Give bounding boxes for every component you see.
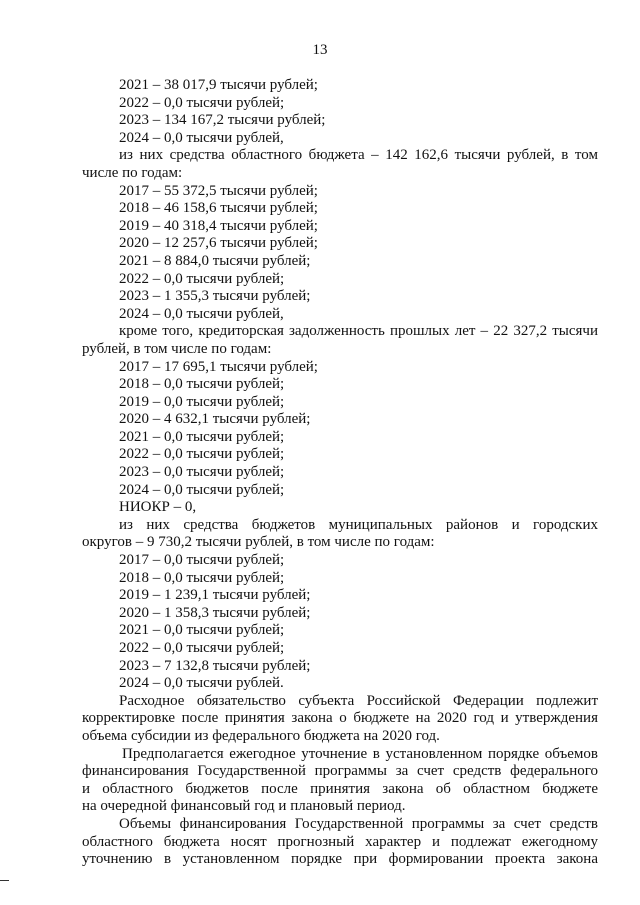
text-line: 2017 – 17 695,1 тысячи рублей;	[119, 358, 318, 375]
text-line: из них средства областного бюджета – 142 162,6 тысячи рублей, в том	[119, 147, 598, 164]
text-line: областного бюджета носят прогнозный характер и подлежат ежегодному	[82, 833, 598, 850]
page-number: 13	[312, 42, 328, 58]
text-line: числе по годам:	[82, 164, 183, 181]
text-line: 2022 – 0,0 тысячи рублей;	[119, 640, 285, 656]
text-line: 2024 – 0,0 тысячи рублей.	[119, 675, 284, 692]
text-line: 2022 – 0,0 тысячи рублей;	[119, 270, 285, 287]
text-line: рублей, в том числе по годам:	[82, 340, 272, 357]
text-line: Предполагается ежегодное уточнение в установленном порядке объемов	[122, 745, 598, 762]
text-line: 2019 – 40 318,4 тысячи рублей;	[119, 217, 318, 234]
text-line: 2023 – 0,0 тысячи рублей;	[119, 464, 285, 481]
text-line: и областного бюджетов после принятия закона об областном бюджете	[82, 780, 598, 797]
text-line: 2021 – 8 884,0 тысячи рублей;	[119, 252, 311, 269]
text-line: из них средства бюджетов муниципальных районов и городских	[119, 516, 598, 533]
text-line: уточнению в установленном порядке при формировании проекта закона	[82, 851, 598, 868]
text-line: 2023 – 134 167,2 тысячи рублей;	[119, 112, 326, 129]
text-line: на очередной финансовый год и плановый период.	[82, 798, 406, 815]
text-line: 2024 – 0,0 тысячи рублей,	[119, 305, 284, 322]
text-line: 2024 – 0,0 тысячи рублей;	[119, 481, 285, 498]
text-line: 2020 – 1 358,3 тысячи рублей;	[119, 604, 311, 621]
text-line: округов – 9 730,2 тысячи рублей, в том числе по годам:	[82, 534, 435, 551]
text-line: 2024 – 0,0 тысячи рублей,	[119, 129, 284, 146]
text-line: 2021 – 0,0 тысячи рублей;	[119, 428, 285, 445]
text-line: 2021 – 0,0 тысячи рублей;	[119, 622, 285, 639]
text-line: 2018 – 46 158,6 тысячи рублей;	[119, 200, 318, 217]
text-line: объема субсидии из федерального бюджета на 2020 год.	[82, 727, 440, 744]
text-line: 2017 – 0,0 тысячи рублей;	[119, 552, 285, 569]
text-line: 2021 – 38 017,9 тысячи рублей;	[119, 77, 318, 93]
text-line: 2020 – 12 257,6 тысячи рублей;	[119, 235, 318, 252]
text-line: 2023 – 7 132,8 тысячи рублей;	[119, 657, 311, 674]
text-line: 2019 – 1 239,1 тысячи рублей;	[119, 587, 311, 604]
text-line: 2020 – 4 632,1 тысячи рублей;	[119, 411, 311, 428]
text-line: корректировке после принятия закона о бюджете на 2020 год и утверждения	[82, 710, 598, 727]
text-line: Расходное обязательство субъекта Российской Федерации подлежит	[119, 692, 598, 709]
text-line: 2023 – 1 355,3 тысячи рублей;	[119, 288, 311, 305]
text-line: 2017 – 55 372,5 тысячи рублей;	[119, 182, 318, 199]
text-line: 2018 – 0,0 тысячи рублей;	[119, 376, 285, 393]
text-line: кроме того, кредиторская задолженность прошлых лет – 22 327,2 тысячи	[119, 323, 598, 340]
text-line: 2022 – 0,0 тысячи рублей;	[119, 94, 285, 111]
document-body	[82, 77, 598, 869]
text-line: НИОКР – 0,	[119, 499, 197, 516]
text-line: финансирования Государственной программы за счет средств федерального	[82, 763, 598, 780]
scan-edge-mark	[0, 880, 9, 881]
text-line: Объемы финансирования Государственной программы за счет средств	[119, 815, 598, 832]
text-line: 2019 – 0,0 тысячи рублей;	[119, 393, 285, 410]
text-line: 2022 – 0,0 тысячи рублей;	[119, 446, 285, 463]
text-line: 2018 – 0,0 тысячи рублей;	[119, 569, 285, 586]
